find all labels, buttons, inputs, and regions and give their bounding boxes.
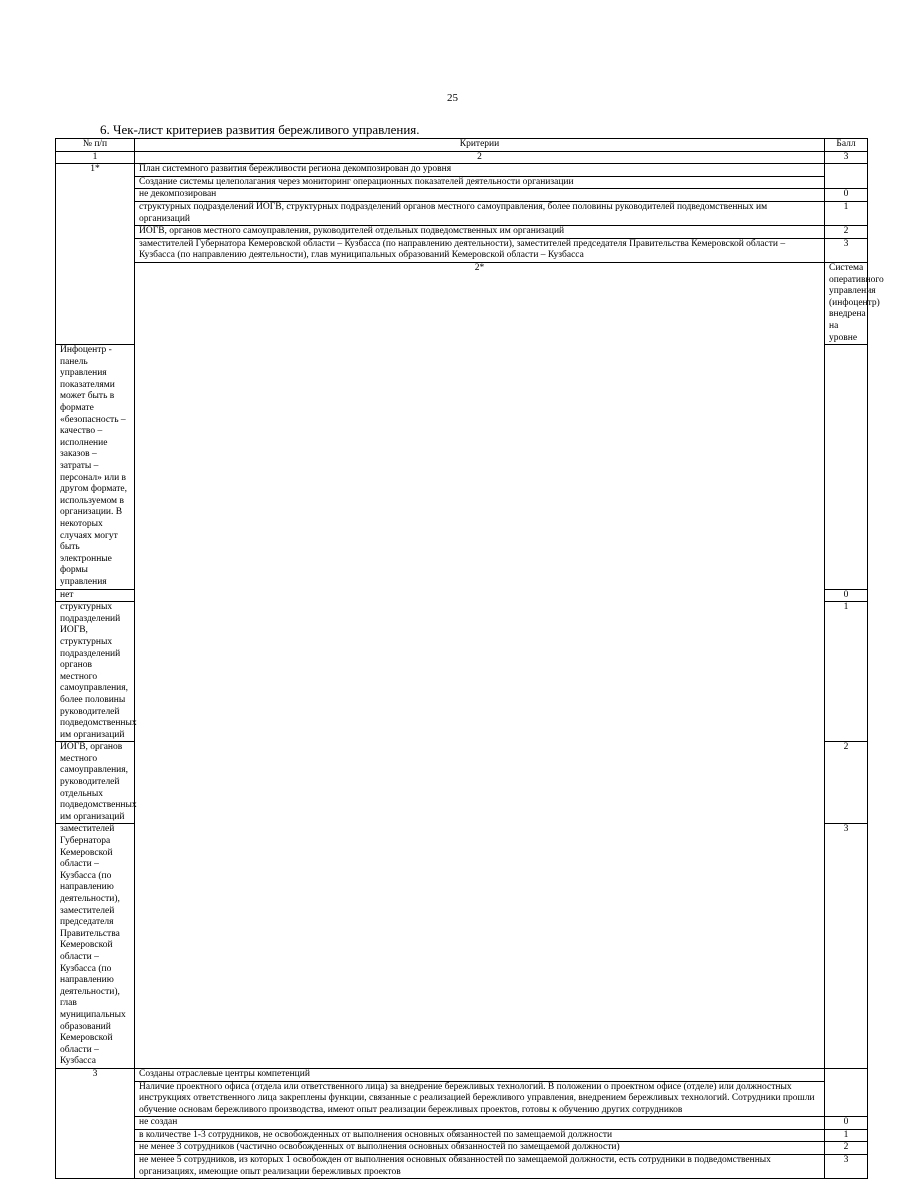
option-score: 1 [825, 602, 868, 742]
option-score: 3 [825, 824, 868, 1068]
criterion-description-row [56, 1081, 868, 1117]
option-score: 3 [825, 238, 868, 262]
column-number-row [56, 151, 868, 164]
option-score: 2 [825, 742, 868, 824]
col-number-3: 3 [825, 151, 868, 164]
header-num: № п/п [56, 139, 135, 152]
option-row [56, 238, 868, 262]
option-score: 2 [825, 1142, 868, 1155]
option-row [56, 189, 868, 202]
option-text: не менее 3 сотрудников (частично освобожденных от выполнения основных обязанностей по замещаемой должности) [135, 1142, 825, 1155]
option-text: в количестве 1-3 сотрудников, не освобожденных от выполнения основных обязанностей по замещаемой должности [135, 1129, 825, 1142]
option-row [56, 226, 868, 239]
score-empty [825, 164, 868, 189]
option-text: структурных подразделений ИОГВ, структурных подразделений органов местного самоуправления, более половины руководителей подведомственных им организаций [56, 602, 135, 742]
option-text: не декомпозирован [135, 189, 825, 202]
option-row [56, 201, 868, 225]
option-row [56, 1117, 868, 1130]
option-text: не менее 5 сотрудников, из которых 1 освобожден от выполнения основных обязанностей по замещаемой должности, есть сотрудники в подведомственных организациях, имеющие опыт реализации бережливых проектов [135, 1155, 825, 1179]
option-score: 0 [825, 1117, 868, 1130]
option-text: не создан [135, 1117, 825, 1130]
criterion-description: Создание системы целеполагания через мониторинг операционных показателей деятельности организации [135, 176, 825, 189]
option-text: заместителей Губернатора Кемеровской области – Кузбасса (по направлению деятельности), заместителей председателя Правительства Кемеровской области – Кузбасса (по направлению деятельности), глав муниципальных образований Кемеровской области – Кузбасса [135, 238, 825, 262]
criterion-title: Созданы отраслевые центры компетенций [135, 1068, 825, 1081]
criterion-number: 1* [56, 164, 135, 345]
criterion-number: 2* [135, 262, 825, 1068]
section-title: 6. Чек-лист критериев развития бережливого управления. [100, 122, 420, 137]
criterion-description: Наличие проектного офиса (отдела или ответственного лица) за внедрение бережливых технологий. В положении о проектном офисе (отделе) или должностных инструкциях ответственного лица закреплены функции, связанные с реализацией бережливого управления, внедрением бережливых технологий. Сотрудники прошли обучение основам бережливого производства, имеют опыт реализации бережливых проектов, готовы к обучению других сотрудников [135, 1081, 825, 1117]
score-empty [825, 1068, 868, 1116]
option-row [56, 1155, 868, 1179]
page-number: 25 [447, 92, 458, 104]
col-number-2: 2 [135, 151, 825, 164]
option-text: ИОГВ, органов местного самоуправления, руководителей отдельных подведомственных им организаций [135, 226, 825, 239]
option-score: 1 [825, 1129, 868, 1142]
option-score: 0 [825, 589, 868, 602]
criterion-title-row [56, 262, 868, 344]
option-text: нет [56, 589, 135, 602]
header-score: Балл [825, 139, 868, 152]
criterion-description-row [56, 176, 868, 189]
option-text: структурных подразделений ИОГВ, структурных подразделений органов местного самоуправления, более половины руководителей подведомственных им организаций [135, 201, 825, 225]
criterion-number: 3 [56, 1068, 135, 1178]
option-row [56, 1129, 868, 1142]
criterion-title: Система оперативного управления (инфоцентр) внедрена на уровне [825, 262, 868, 344]
criteria-checklist-table [55, 138, 884, 1179]
option-text: ИОГВ, органов местного самоуправления, руководителей отдельных подведомственных им организаций [56, 742, 135, 824]
option-score: 1 [825, 201, 868, 225]
col-number-1: 1 [56, 151, 135, 164]
header-criteria: Критерии [135, 139, 825, 152]
criterion-description: Инфоцентр - панель управления показателями может быть в формате «безопасность – качество – исполнение заказов – затраты – персонал» или в другом формате, используемом в организации. В некоторых случаях могут быть электронные формы управления [56, 345, 135, 589]
criterion-title-row [56, 1068, 868, 1081]
option-text: заместителей Губернатора Кемеровской области – Кузбасса (по направлению деятельности), заместителей председателя Правительства Кемеровской области – Кузбасса (по направлению деятельности), глав муниципальных образований Кемеровской области – Кузбасса [56, 824, 135, 1068]
criterion-title-row [56, 164, 868, 177]
option-row [56, 1142, 868, 1155]
criterion-title: План системного развития бережливости региона декомпозирован до уровня [135, 164, 825, 177]
header-row [56, 139, 868, 152]
option-score: 0 [825, 189, 868, 202]
option-score: 3 [825, 1155, 868, 1179]
option-score: 2 [825, 226, 868, 239]
